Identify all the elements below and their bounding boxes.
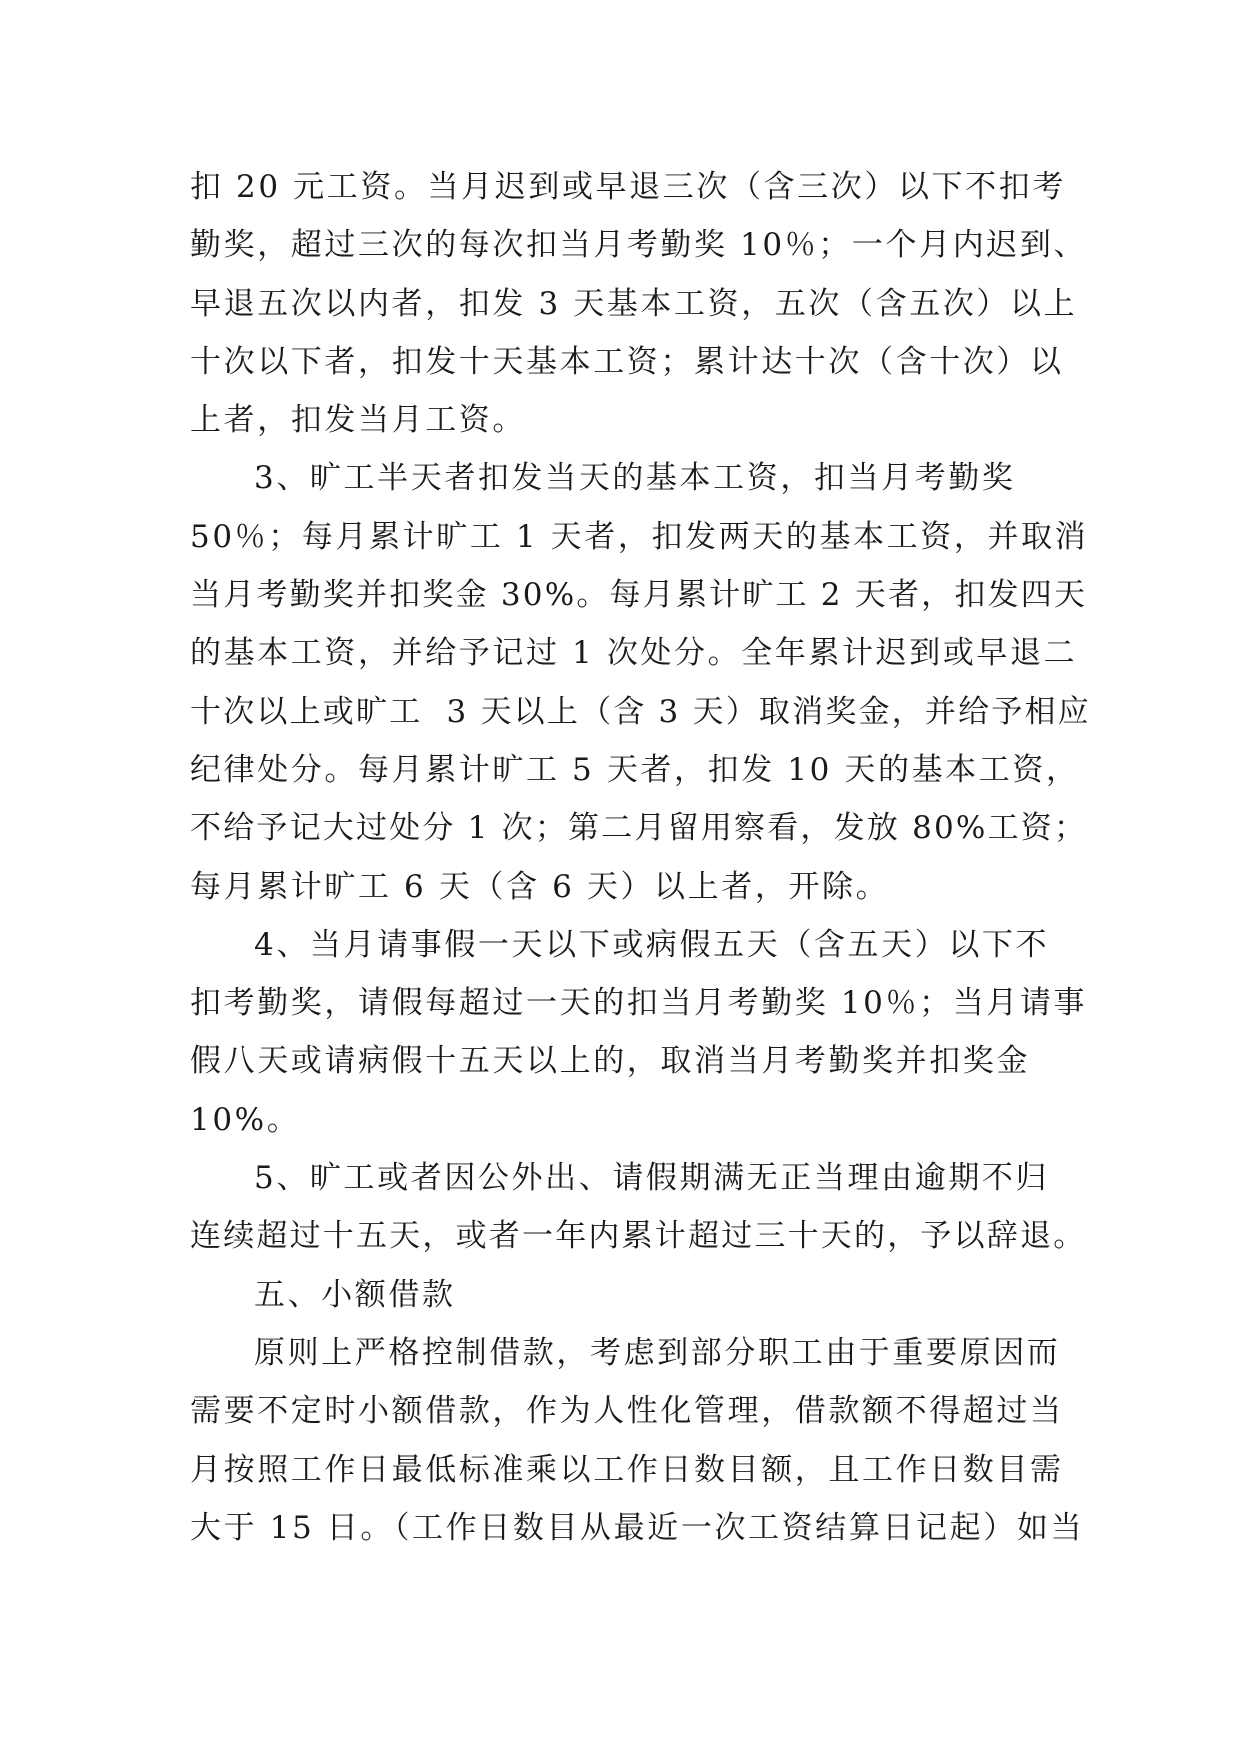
text-line: 需要不定时小额借款，作为人性化管理，借款额不得超过当 [190, 1393, 1064, 1430]
document-body [190, 158, 1091, 1557]
text-line: 的基本工资，并给予记过 1 次处分。全年累计迟到或早退二 [190, 635, 1078, 672]
text-line: 十次以上或旷工 3 天以上（含 3 天）取消奖金，并给予相应 [190, 693, 1091, 730]
text-line: 扣考勤奖，请假每超过一天的扣当月考勤奖 10％；当月请事 [190, 985, 1088, 1022]
text-line: 大于 15 日。（工作日数目从最近一次工资结算日记起）如当 [190, 1509, 1085, 1546]
text-line: 10%。 [190, 1101, 301, 1138]
text-line: 纪律处分。每月累计旷工 5 天者，扣发 10 天的基本工资， [190, 751, 1080, 788]
text-line: 每月累计旷工 6 天（含 6 天）以上者，开除。 [190, 868, 890, 905]
text-line: 不给予记大过处分 1 次；第二月留用察看，发放 80%工资； [190, 810, 1088, 847]
text-line: 扣 20 元工资。当月迟到或早退三次（含三次）以下不扣考 [190, 169, 1066, 205]
text-line: 3、旷工半天者扣发当天的基本工资，扣当月考勤奖 [254, 460, 1016, 497]
text-line: 勤奖，超过三次的每次扣当月考勤奖 10％；一个月内迟到、 [190, 227, 1088, 264]
text-line: 月按照工作日最低标准乘以工作日数目额，且工作日数目需 [190, 1451, 1064, 1488]
text-line: 4、当月请事假一天以下或病假五天（含五天）以下不 [254, 926, 1050, 963]
text-line: 原则上严格控制借款，考虑到部分职工由于重要原因而 [254, 1334, 1061, 1371]
text-line: 50％；每月累计旷工 1 天者，扣发两天的基本工资，并取消 [190, 518, 1089, 555]
text-line: 上者，扣发当月工资。 [190, 402, 526, 439]
text-line: 假八天或请病假十五天以上的，取消当月考勤奖并扣奖金 [190, 1043, 1030, 1080]
text-line: 五、小额借款 [254, 1276, 456, 1313]
text-line: 当月考勤奖并扣奖金 30%。每月累计旷工 2 天者，扣发四天 [190, 577, 1088, 614]
text-line: 早退五次以内者，扣发 3 天基本工资，五次（含五次）以上 [190, 285, 1078, 322]
text-line: 5、旷工或者因公外出、请假期满无正当理由逾期不归 [254, 1160, 1050, 1197]
text-line: 连续超过十五天，或者一年内累计超过三十天的，予以辞退。 [190, 1218, 1087, 1255]
text-line: 十次以下者，扣发十天基本工资；累计达十次（含十次）以 [190, 343, 1064, 380]
